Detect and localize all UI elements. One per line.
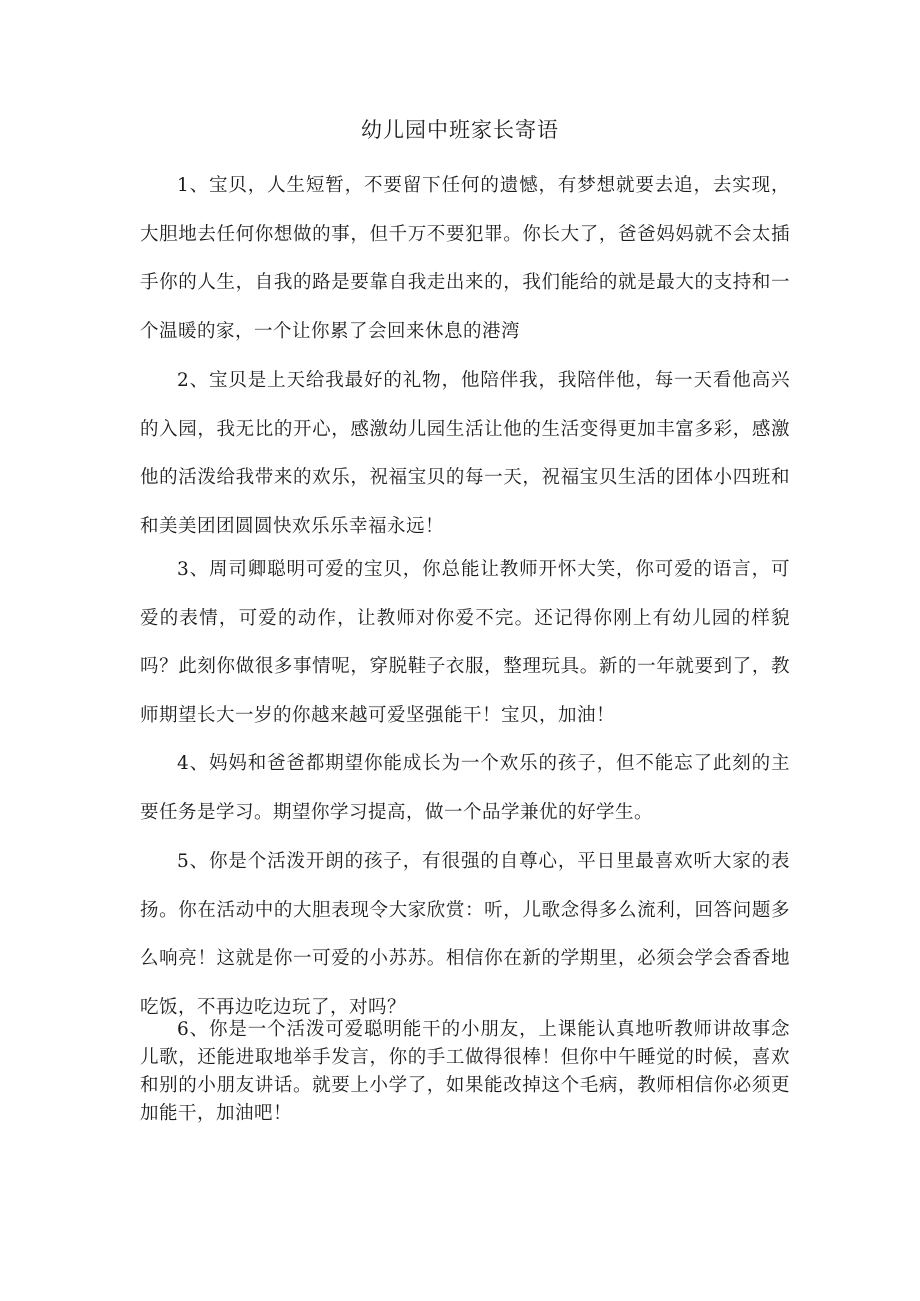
- paragraph-5: 5、你是个活泼开朗的孩子，有很强的自尊心，平日里最喜欢听大家的表扬。你在活动中的大胆表现令大家欣赏：听，儿歌念得多么流利，回答问题多么响亮！这就是你一可爱的小苏苏。相信你在新的学期里，必须会学会香香地吃饭，不再边吃边玩了，对吗？: [140, 851, 790, 1018]
- paragraph-3: 3、周司卿聪明可爱的宝贝，你总能让教师开怀大笑，你可爱的语言，可爱的表情，可爱的动作，让教师对你爱不完。还记得你刚上有幼儿园的样貌吗？此刻你做很多事情呢，穿脱鞋子衣服，整理玩具。新的一年就要到了，教师期望长大一岁的你越来越可爱坚强能干！宝贝，加油！: [140, 559, 790, 726]
- paragraph-2: 2、宝贝是上天给我最好的礼物，他陪伴我，我陪伴他，每一天看他高兴的入园，我无比的开心，感激幼儿园生活让他的生活变得更加丰富多彩，感激他的活泼给我带来的欢乐，祝福宝贝的每一天，祝福宝贝生活的团体小四班和和美美团团圆圆快欢乐乐幸福永远！: [140, 370, 790, 537]
- paragraph-4: 4、妈妈和爸爸都期望你能成长为一个欢乐的孩子，但不能忘了此刻的主要任务是学习。期望你学习提高，做一个品学兼优的好学生。: [140, 753, 790, 823]
- paragraph-1: 1、宝贝，人生短暂，不要留下任何的遗憾，有梦想就要去追，去实现，大胆地去任何你想做的事，但千万不要犯罪。你长大了，爸爸妈妈就不会太插手你的人生，自我的路是要靠自我走出来的，我们能给的就是最大的支持和一个温暖的家，一个让你累了会回来休息的港湾: [140, 175, 790, 342]
- paragraph-6: 6、你是一个活泼可爱聪明能干的小朋友，上课能认真地听教师讲故事念儿歌，还能进取地举手发言，你的手工做得很棒！但你中午睡觉的时候，喜欢和别的小朋友讲话。就要上小学了，如果能改掉这个毛病，教师相信你必须更加能干，加油吧！: [140, 1019, 790, 1124]
- page-title: 幼儿园中班家长寄语: [361, 118, 559, 142]
